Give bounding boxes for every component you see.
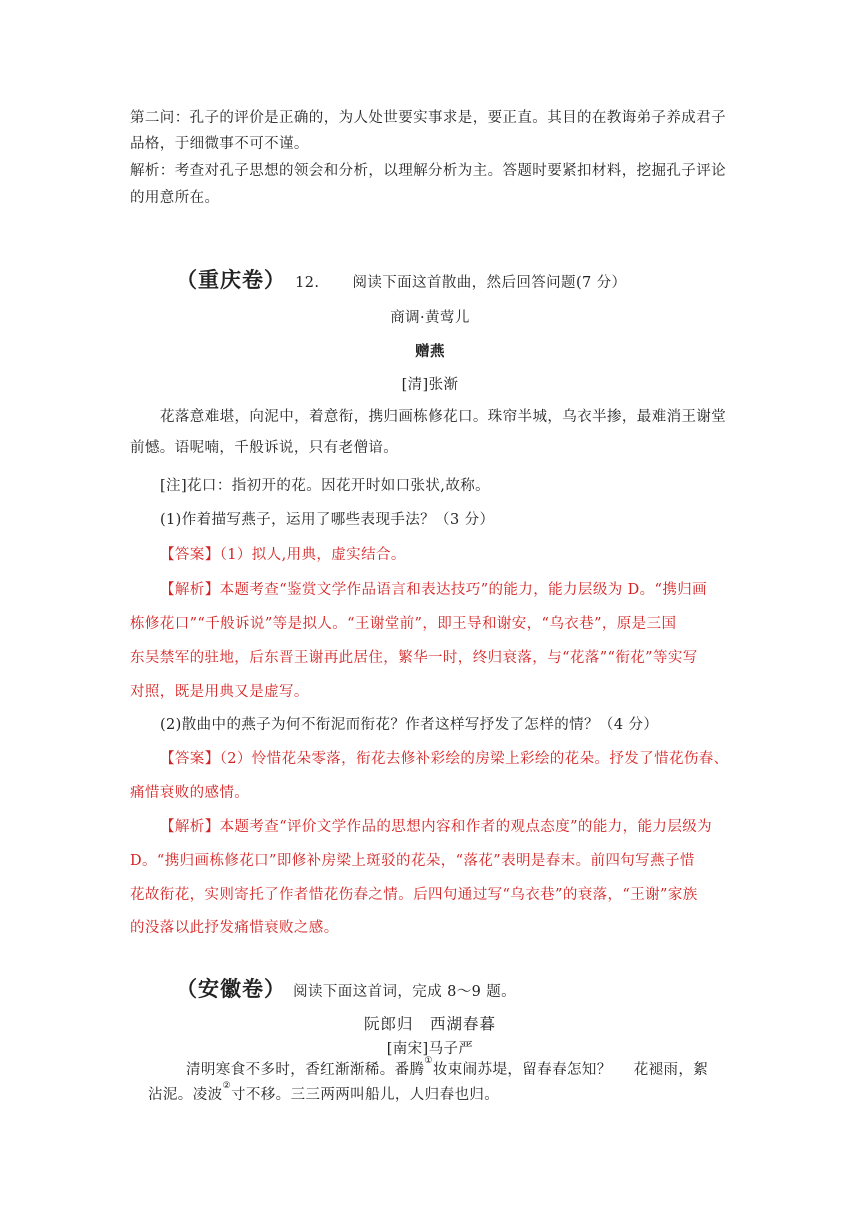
intro-line-2: 品格，于细微事不可不谨。: [130, 136, 309, 152]
anhui-prompt: 阅读下面这首词，完成 8～9 题。: [293, 984, 517, 1000]
chongqing-answer-1: 【答案】（1）拟人,用典，虚实结合。: [160, 547, 406, 563]
intro-line-3: 解析：考查对孔子思想的领会和分析，以理解分析为主。答题时要紧扣材料，挖掘孔子评论: [130, 163, 726, 179]
chongqing-question-number: 12.: [295, 275, 320, 291]
chongqing-heading: [176, 264, 626, 294]
chongqing-explanation-1-line-2: 栋修花口”“千般诉说”等是拟人。“王谢堂前”，即王导和谢安，“乌衣巷”，原是三国: [130, 616, 677, 632]
anhui-poem-line-1-part-a: 清明寒食不多时，香红渐渐稀。番腾: [186, 1062, 425, 1078]
chongqing-explanation-2-line-1: 【解析】本题考查“评价文学作品的思想内容和作者的观点态度”的能力，能力层级为: [160, 819, 713, 835]
chongqing-poem-author: [清]张渐: [401, 377, 459, 393]
anhui-poem-title: 阮郎归 西湖春暮: [363, 1015, 496, 1033]
chongqing-explanation-1-line-3: 东吴禁军的驻地，后东晋王谢再此居住，繁华一时，终归衰落，与“花落”“衔花”等实写: [130, 650, 698, 666]
chongqing-note: [注]花口：指初开的花。因花开时如口张状,故称。: [160, 478, 491, 494]
chongqing-poem-line-1: 花落意难堪，向泥中，着意衔，携归画栋修花口。珠帘半城，乌衣半掺，最难消王谢堂: [160, 409, 727, 425]
chongqing-answer-2-line-2: 痛惜衰败的感情。: [130, 785, 250, 801]
anhui-poem-line-2-part-a: 沾泥。凌波: [148, 1087, 223, 1103]
intro-line-1: 第二问：孔子的评价是正确的，为人处世要实事求是，要正直。其目的在教诲弟子养成君子: [130, 110, 726, 126]
chongqing-prompt: 阅读下面这首散曲，然后回答问题(7 分）: [352, 275, 627, 291]
chongqing-tune: 商调·黄莺儿: [390, 310, 470, 326]
chongqing-explanation-1-line-1: 【解析】本题考查“鉴赏文学作品语言和表达技巧”的能力，能力层级为 D。“携归画: [160, 582, 708, 598]
anhui-poem-line-2: [148, 1083, 499, 1104]
chongqing-label: （重庆卷）: [176, 267, 286, 292]
anhui-poem-line-2-part-b: 寸不移。三三两两叫船儿，人归春也归。: [230, 1087, 500, 1103]
anhui-poem-line-1-part-b: 妆束闹苏堤，留春春怎知？: [432, 1062, 612, 1078]
anhui-heading: [176, 973, 516, 1003]
chongqing-explanation-1-line-4: 对照，既是用典又是虚写。: [130, 684, 309, 700]
anhui-poem-line-1-part-c: 花褪雨，絮: [633, 1062, 709, 1078]
chongqing-question-2: (2)散曲中的燕子为何不衔泥而衔花？作者这样写抒发了怎样的情？（4 分）: [160, 717, 659, 733]
footnote-marker-1: ①: [424, 1056, 433, 1066]
chongqing-answer-2-line-1: 【答案】（2）怜惜花朵零落，衔花去修补彩绘的房梁上彩绘的花朵。抒发了惜花伤春、: [160, 751, 729, 767]
anhui-poem-author: [南宋]马子严: [386, 1041, 474, 1057]
chongqing-question-1: (1)作着描写燕子，运用了哪些表现手法？（3 分）: [160, 512, 495, 528]
chongqing-poem-title: 赠燕: [415, 344, 445, 360]
intro-line-4: 的用意所在。: [130, 190, 220, 206]
chongqing-explanation-2-line-4: 的没落以此抒发痛惜衰败之感。: [130, 920, 339, 936]
chongqing-poem-line-2: 前憾。语呢喃，千般诉说，只有老僧谙。: [130, 440, 399, 456]
footnote-marker-2: ②: [222, 1081, 231, 1091]
anhui-poem-line-1: [186, 1058, 708, 1079]
chongqing-explanation-2-line-2: D。“携归画栋修花口”即修补房梁上斑驳的花朵，“落花”表明是春末。前四句写燕子惜: [130, 853, 695, 869]
anhui-label: （安徽卷）: [176, 976, 286, 1001]
chongqing-explanation-2-line-3: 花故衔花，实则寄托了作者惜花伤春之情。后四句通过写“乌衣巷”的衰落，“王谢”家族: [130, 887, 698, 903]
